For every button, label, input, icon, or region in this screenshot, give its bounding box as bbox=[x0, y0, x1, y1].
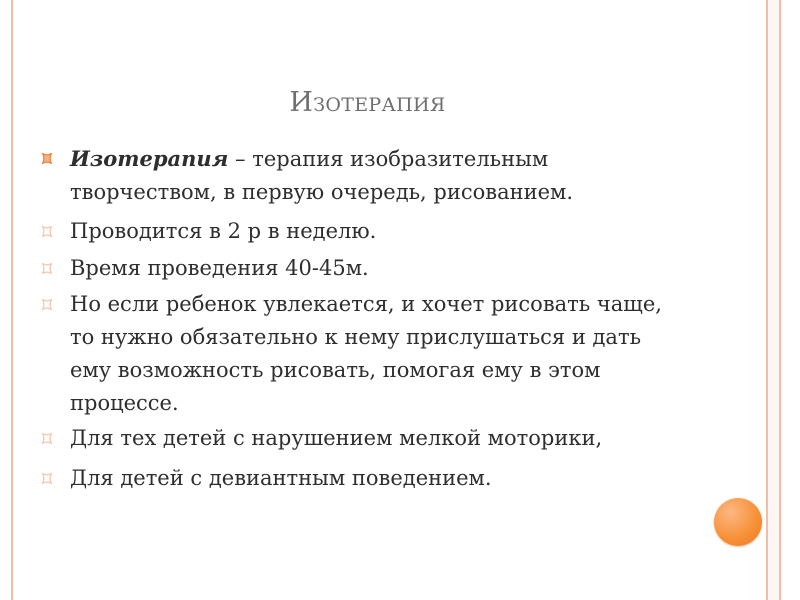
bullet-icon bbox=[42, 263, 52, 274]
bullet-line: Проводится в 2 р в неделю. bbox=[70, 219, 377, 243]
slide-title: Изотерапия bbox=[289, 87, 446, 118]
bullet-line: Для тех детей с нарушением мелкой моторики, bbox=[70, 426, 603, 450]
bullet-text bbox=[70, 215, 740, 248]
bullet-item bbox=[40, 252, 740, 285]
bullet-item bbox=[40, 462, 740, 495]
orange-circle bbox=[714, 498, 762, 546]
bullet-text bbox=[70, 142, 740, 209]
bullet-item bbox=[40, 215, 740, 248]
bullet-item bbox=[40, 142, 740, 209]
definition-text: – терапия изобразительным bbox=[228, 147, 549, 171]
right-border-band bbox=[766, 0, 781, 600]
left-border-line bbox=[11, 0, 13, 600]
bullet-icon bbox=[42, 226, 52, 237]
bullet-line: творчеством, в первую очередь, рисованием. bbox=[70, 180, 574, 204]
term-highlight: Изотерапия bbox=[70, 146, 229, 171]
bullet-icon bbox=[42, 153, 52, 164]
bullet-line: ему возможность рисовать, помогая ему в этом bbox=[70, 358, 601, 382]
bullet-line: Но если ребенок увлекается, и хочет рисовать чаще, bbox=[70, 292, 662, 316]
bullet-icon bbox=[42, 473, 52, 484]
bullet-icon bbox=[42, 299, 52, 310]
bullet-text bbox=[70, 288, 740, 420]
bullet-item bbox=[40, 288, 740, 420]
bullet-line: то нужно обязательно к нему прислушаться и дать bbox=[70, 325, 641, 349]
bullet-line bbox=[70, 142, 740, 176]
bullet-line: Для детей с девиантным поведением. bbox=[70, 466, 492, 490]
bullet-line: процессе. bbox=[70, 391, 179, 415]
bullet-icon bbox=[42, 433, 52, 444]
bullet-line: Время проведения 40-45м. bbox=[70, 256, 369, 280]
bullet-item bbox=[40, 422, 740, 455]
bullet-text bbox=[70, 252, 740, 285]
bullet-text bbox=[70, 422, 740, 455]
bullet-text bbox=[70, 462, 740, 495]
